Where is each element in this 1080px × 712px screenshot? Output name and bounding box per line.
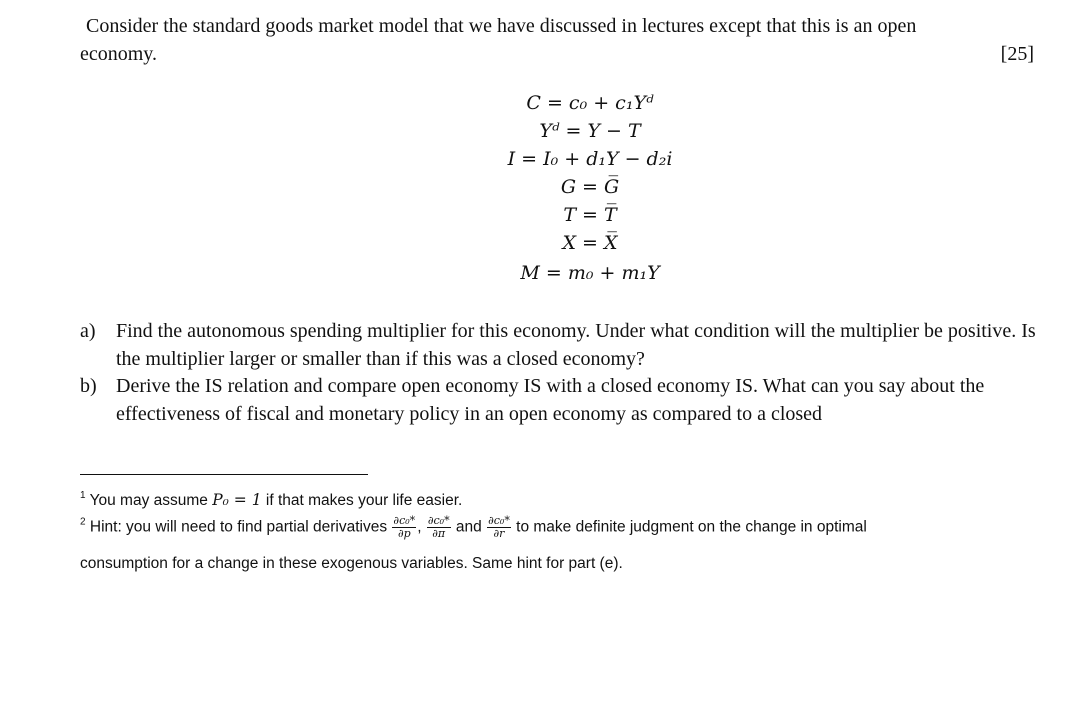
marks-label: [25] [1000,43,1034,65]
equation-consumption: C = c₀ + c₁Yᵈ [526,92,654,114]
footnote-text: You may assume [89,492,213,509]
fraction-denominator: ∂π [432,527,446,540]
fraction-numerator: ∂c₀* [427,514,450,527]
footnote-marker: 2 [80,516,86,528]
equation-taxes: T = T̅ [563,204,617,226]
question-item [80,318,1040,373]
question-text: Find the autonomous spending multiplier for this economy. Under what condition will the multiplier be positive. Is the multiplier larger or smaller than if this was a closed economy? [116,320,1036,370]
equation-imports: M = m₀ + m₁Y [520,262,660,284]
footnote-marker: 1 [80,490,86,501]
equation-disposable-income: Yᵈ = Y − T [539,120,641,142]
footnote-math: P₀ = 1 [212,491,262,509]
footnote-2-continuation: consumption for a change in these exogenous variables. Same hint for part (e). [80,555,623,572]
footnote-1 [80,490,462,510]
footnote-divider [80,474,368,475]
fraction-denominator: ∂r [493,527,505,540]
question-label: b) [80,375,97,397]
footnote-text: to make definite judgment on the change in optimal [511,518,867,536]
footnote-conjunction: and [451,518,487,536]
question-item [80,373,1040,428]
footnote-text: if that makes your life easier. [261,492,463,509]
footnote-separator: , [417,518,426,536]
equation-government: G = G̅ [560,176,620,198]
fraction-numerator: ∂c₀* [488,514,510,527]
fraction-denominator: ∂p [397,527,411,540]
question-list [80,318,1040,428]
fraction-numerator: ∂c₀* [393,514,416,527]
question-text: Derive the IS relation and compare open economy IS with a closed economy IS. What can you say about the effectiveness of fiscal and monetary policy in an open economy as compared to a closed [116,375,985,425]
partial-derivative-fraction [427,515,451,540]
footnote-2 [80,515,867,540]
partial-derivative-fraction [487,515,511,540]
intro-line-1: Consider the standard goods market model that we have discussed in lectures except that this is an open [86,15,917,37]
partial-derivative-fraction [392,515,416,540]
footnote-text: Hint: you will need to find partial derivatives [89,518,392,536]
question-label: a) [80,320,96,342]
equation-exports: X = X̅ [562,232,618,254]
equation-investment: I = I₀ + d₁Y − d₂i [507,148,673,170]
intro-line-2: economy. [80,43,158,65]
